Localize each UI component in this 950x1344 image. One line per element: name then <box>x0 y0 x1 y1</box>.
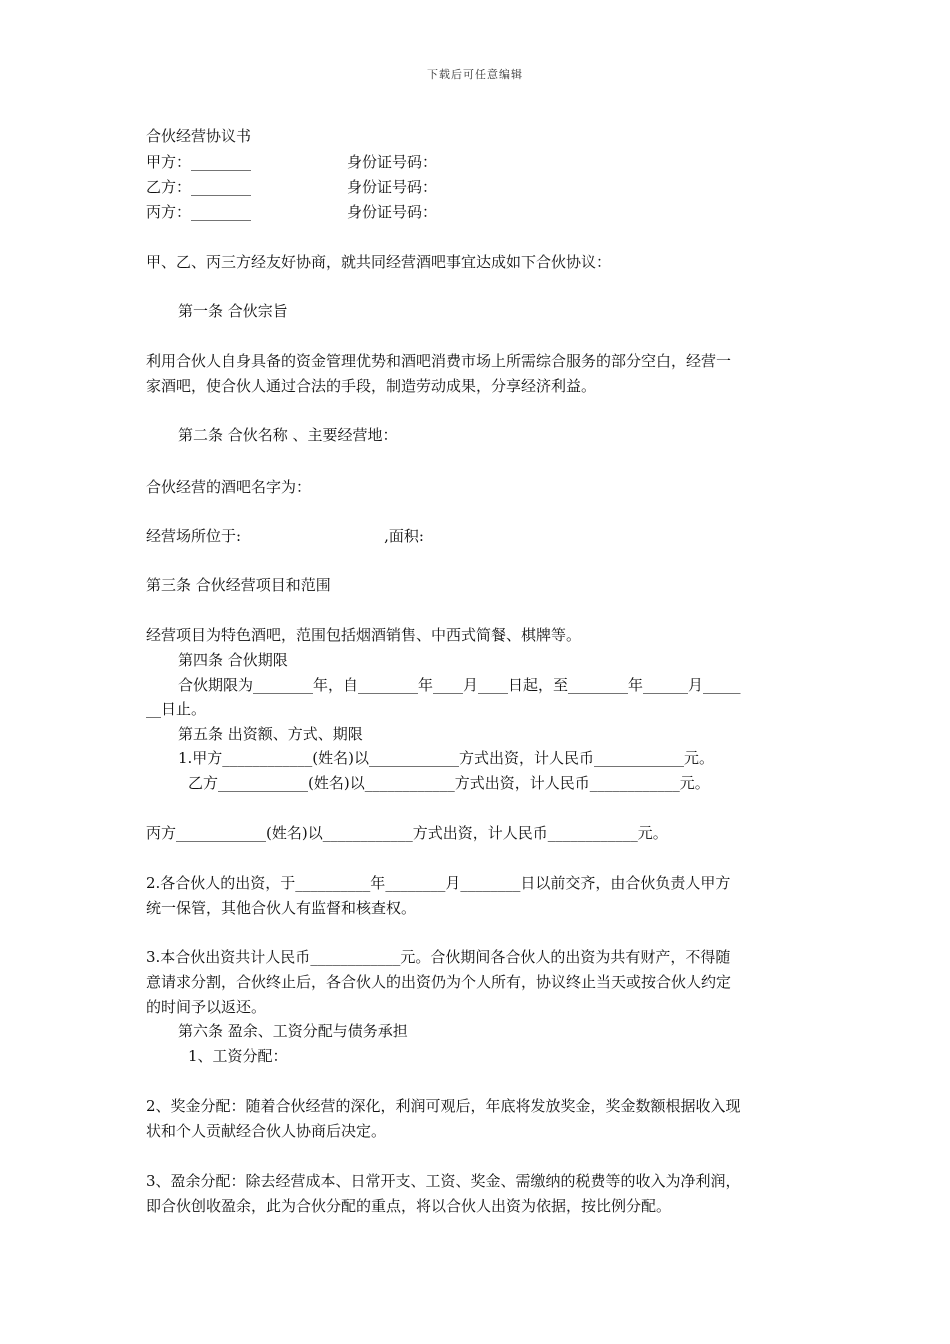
article-5-clause-3-line-2: 意请求分割，合伙终止后，各合伙人的出资仍为个人所有，协议终止当天或按合伙人约定 <box>146 973 732 991</box>
intro-paragraph: 甲、乙、丙三方经友好协商，就共同经营酒吧事宜达成如下合伙协议： <box>146 253 612 271</box>
article-6-clause-2-line-2: 状和个人贡献经合伙人协商后决定。 <box>146 1122 387 1140</box>
party-c-id-label: 身份证号码： <box>347 203 438 221</box>
article-3-body: 经营项目为特色酒吧，范围包括烟酒销售、中西式简餐、棋牌等。 <box>146 626 582 644</box>
article-6-clause-3-line-2: 即合伙创收盈余，此为合伙分配的重点，将以合伙人出资为依据，按比例分配。 <box>146 1197 672 1215</box>
article-2-title: 第二条 合伙名称 、主要经营地： <box>178 426 398 444</box>
article-6-title: 第六条 盈余、工资分配与债务承担 <box>178 1022 408 1040</box>
article-4-body-line-2: __日止。 <box>146 700 207 718</box>
article-6-clause-2-line-1: 2、奖金分配：随着合伙经营的深化，利润可观后，年底将发放奖金，奖金数额根据收入现 <box>146 1097 741 1115</box>
article-6-clause-1: 1、工资分配： <box>188 1047 288 1065</box>
article-5-clause-2-line-2: 统一保管，其他合伙人有监督和核查权。 <box>146 899 417 917</box>
page-header: 下载后可任意编辑 <box>427 68 523 81</box>
article-5-clause-3-line-3: 的时间予以返还。 <box>146 998 267 1016</box>
article-1-body-line-2: 家酒吧，使合伙人通过合法的手段，制造劳动成果，分享经济利益。 <box>146 377 597 395</box>
article-4-body-line-1: 合伙期限为________年，自________年____月____日起，至________年______月_____ <box>178 676 741 694</box>
article-5-clause-2-line-1: 2.各合伙人的出资，于__________年________月________日以前交齐，由合伙负责人甲方 <box>146 874 731 892</box>
article-3-title: 第三条 合伙经营项目和范围 <box>146 576 331 594</box>
article-5-clause-3-line-1: 3.本合伙出资共计人民币____________元。合伙期间各合伙人的出资为共有财产，不得随 <box>146 948 731 966</box>
party-a-line: 甲方：________ <box>146 153 252 171</box>
article-5-party-b: 乙方____________(姓名)以____________方式出资，计人民币____________元。 <box>188 774 710 792</box>
article-2-bar-name: 合伙经营的酒吧名字为： <box>146 478 312 496</box>
party-b-line: 乙方：________ <box>146 178 252 196</box>
article-4-title: 第四条 合伙期限 <box>178 651 288 669</box>
article-1-title: 第一条 合伙宗旨 <box>178 302 288 320</box>
article-2-location: 经营场所位于: ,面积: <box>146 527 424 545</box>
party-c-line: 丙方：________ <box>146 203 252 221</box>
article-6-clause-3-line-1: 3、盈余分配：除去经营成本、日常开支、工资、奖金、需缴纳的税费等的收入为净利润， <box>146 1172 741 1190</box>
article-5-party-a: 1.甲方____________(姓名)以____________方式出资，计人民币____________元。 <box>178 749 715 767</box>
party-a-id-label: 身份证号码： <box>347 153 438 171</box>
document-title: 合伙经营协议书 <box>146 127 252 145</box>
article-5-party-c: 丙方____________(姓名)以____________方式出资，计人民币____________元。 <box>146 824 668 842</box>
article-5-title: 第五条 出资额、方式、期限 <box>178 725 363 743</box>
party-b-id-label: 身份证号码： <box>347 178 438 196</box>
article-1-body-line-1: 利用合伙人自身具备的资金管理优势和酒吧消费市场上所需综合服务的部分空白，经营一 <box>146 352 732 370</box>
